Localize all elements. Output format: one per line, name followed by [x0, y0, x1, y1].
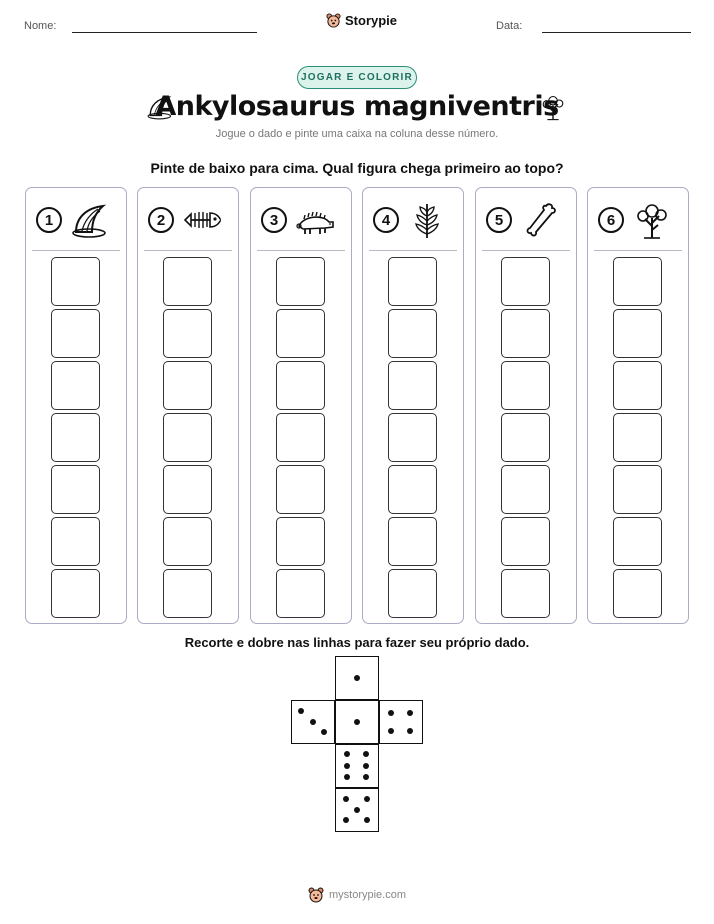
color-box[interactable] — [276, 465, 325, 514]
brand-name: Storypie — [345, 13, 398, 28]
column-header — [363, 198, 463, 242]
die-pip — [354, 675, 360, 681]
die-pip — [310, 719, 316, 725]
column-header — [476, 198, 576, 242]
die-face-top — [335, 656, 379, 700]
die-pip — [298, 708, 304, 714]
color-box[interactable] — [163, 413, 212, 462]
column-divider — [144, 250, 232, 251]
die-pip — [321, 729, 327, 735]
color-box[interactable] — [51, 413, 100, 462]
column-number: 6 — [598, 207, 624, 233]
activity-badge: JOGAR E COLORIR — [297, 66, 417, 89]
name-line[interactable] — [72, 32, 257, 33]
column-header — [138, 198, 238, 242]
instruction-top: Pinte de baixo para cima. Qual figura chega primeiro ao topo? — [150, 160, 564, 176]
column-divider — [369, 250, 457, 251]
column-header — [26, 198, 126, 242]
color-box[interactable] — [613, 361, 662, 410]
column-header — [251, 198, 351, 242]
color-box[interactable] — [613, 465, 662, 514]
die-pip — [354, 807, 360, 813]
color-box[interactable] — [501, 361, 550, 410]
die-pip — [364, 817, 370, 823]
die-face-right — [379, 700, 423, 744]
die-face-center — [335, 700, 379, 744]
column-6 — [587, 187, 689, 624]
color-box[interactable] — [276, 309, 325, 358]
tree-icon — [539, 92, 567, 122]
column-divider — [257, 250, 345, 251]
color-box[interactable] — [276, 257, 325, 306]
die-pip — [344, 751, 350, 757]
footer — [0, 887, 714, 903]
color-box[interactable] — [501, 517, 550, 566]
column-number: 5 — [486, 207, 512, 233]
die-pip — [388, 728, 394, 734]
color-box[interactable] — [163, 569, 212, 618]
color-box[interactable] — [163, 465, 212, 514]
color-box[interactable] — [501, 257, 550, 306]
color-box[interactable] — [163, 309, 212, 358]
fish-bone-icon — [182, 200, 222, 240]
ankylosaurus-icon — [295, 200, 335, 240]
color-box[interactable] — [388, 257, 437, 306]
die-pip — [344, 774, 350, 780]
color-box[interactable] — [613, 517, 662, 566]
die-pip — [364, 796, 370, 802]
column-header — [588, 198, 688, 242]
page-subtitle: Jogue o dado e pinte uma caixa na coluna desse número. — [215, 128, 499, 140]
color-box[interactable] — [388, 569, 437, 618]
column-number: 1 — [36, 207, 62, 233]
color-box[interactable] — [51, 361, 100, 410]
color-box[interactable] — [51, 465, 100, 514]
die-pip — [343, 796, 349, 802]
color-box[interactable] — [501, 413, 550, 462]
color-box[interactable] — [163, 257, 212, 306]
tree-icon — [632, 200, 672, 240]
color-box[interactable] — [613, 309, 662, 358]
die-pip — [363, 763, 369, 769]
color-box[interactable] — [276, 361, 325, 410]
color-box[interactable] — [501, 465, 550, 514]
column-divider — [482, 250, 570, 251]
instruction-bottom: Recorte e dobre nas linhas para fazer seu próprio dado. — [184, 635, 530, 650]
brand-logo — [326, 13, 397, 28]
fossil-shell-icon — [70, 200, 110, 240]
column-number: 4 — [373, 207, 399, 233]
page-title: Ankylosaurus magniventris — [155, 91, 559, 122]
column-number: 2 — [148, 207, 174, 233]
color-box[interactable] — [613, 413, 662, 462]
column-number: 3 — [261, 207, 287, 233]
die-pip — [363, 774, 369, 780]
die-face-lower — [335, 744, 379, 788]
color-box[interactable] — [163, 361, 212, 410]
color-box[interactable] — [51, 517, 100, 566]
die-pip — [354, 719, 360, 725]
column-2 — [137, 187, 239, 624]
bone-icon — [520, 200, 560, 240]
bear-logo-icon — [326, 13, 341, 28]
die-pip — [388, 710, 394, 716]
color-box[interactable] — [501, 569, 550, 618]
color-box[interactable] — [276, 413, 325, 462]
color-box[interactable] — [51, 569, 100, 618]
column-3 — [250, 187, 352, 624]
column-5 — [475, 187, 577, 624]
color-box[interactable] — [388, 361, 437, 410]
color-box[interactable] — [388, 465, 437, 514]
color-box[interactable] — [276, 569, 325, 618]
color-box[interactable] — [276, 517, 325, 566]
color-box[interactable] — [388, 309, 437, 358]
color-box[interactable] — [163, 517, 212, 566]
color-box[interactable] — [613, 257, 662, 306]
die-pip — [343, 817, 349, 823]
color-box[interactable] — [51, 309, 100, 358]
die-face-bottom — [335, 788, 379, 832]
date-label: Data: — [496, 20, 523, 32]
color-box[interactable] — [501, 309, 550, 358]
color-box[interactable] — [388, 413, 437, 462]
die-pip — [407, 710, 413, 716]
column-divider — [594, 250, 682, 251]
color-box[interactable] — [51, 257, 100, 306]
color-box[interactable] — [388, 517, 437, 566]
name-label: Nome: — [24, 20, 57, 32]
column-divider — [32, 250, 120, 251]
bear-logo-icon — [308, 887, 324, 903]
color-box[interactable] — [613, 569, 662, 618]
footer-url: mystorypie.com — [328, 889, 407, 901]
die-pip — [363, 751, 369, 757]
fern-leaf-icon — [407, 200, 447, 240]
die-pip — [407, 728, 413, 734]
date-line[interactable] — [542, 32, 691, 33]
die-pip — [344, 763, 350, 769]
die-face-left — [291, 700, 335, 744]
column-1 — [25, 187, 127, 624]
column-4 — [362, 187, 464, 624]
